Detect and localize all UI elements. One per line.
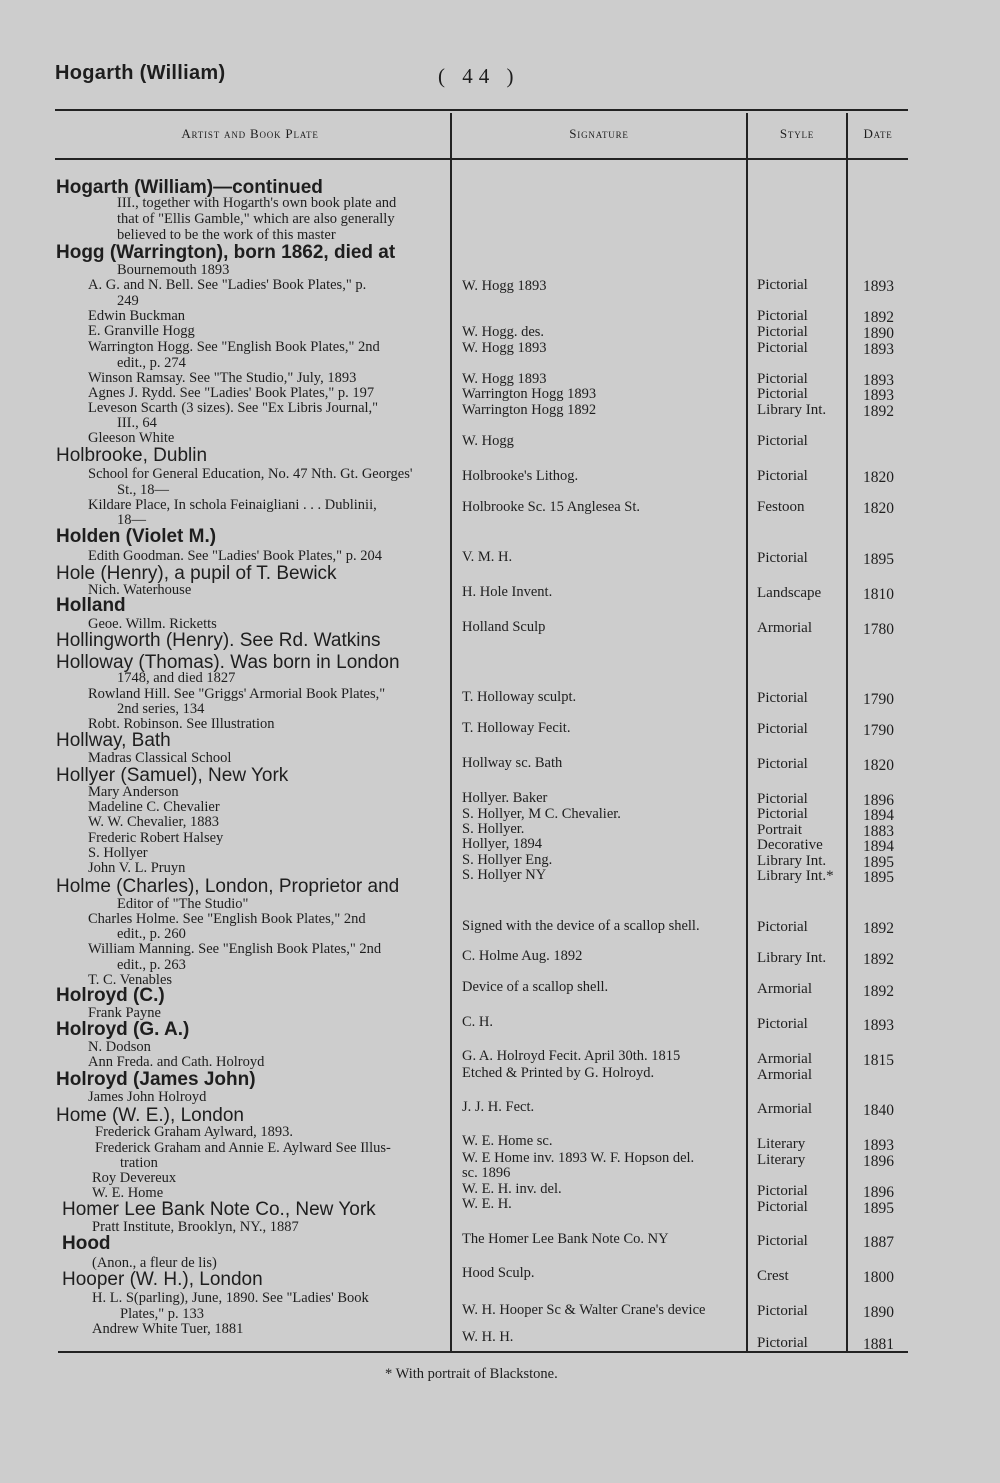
entry-line: 18— (117, 512, 146, 528)
signature-cell: C. H. (462, 1014, 494, 1030)
artist-heading: Holbrooke, Dublin (56, 445, 208, 466)
style-cell: Pictorial (757, 1199, 808, 1215)
top-rule (55, 109, 908, 111)
style-cell: Landscape (757, 585, 822, 601)
entry-line: Frederic Robert Halsey (88, 830, 224, 846)
entry-line: A. G. and N. Bell. See "Ladies' Book Plates," p. (88, 277, 367, 293)
style-cell: Pictorial (757, 308, 808, 324)
entry-line: 1748, and died 1827 (117, 670, 236, 686)
entry-line: W. E. Home (92, 1185, 164, 1201)
style-cell: Pictorial (757, 324, 808, 340)
style-cell: Literary (757, 1136, 806, 1152)
signature-cell: C. Holme Aug. 1892 (462, 948, 583, 964)
artist-heading: Holme (Charles), London, Proprietor and (56, 876, 400, 897)
column-divider-2 (746, 113, 748, 1351)
artist-heading: Holloway (Thomas). Was born in London (56, 652, 400, 673)
column-header-date: Date (863, 126, 893, 141)
style-cell: Pictorial (757, 919, 808, 935)
entry-line: Frederick Graham and Annie E. Aylward See Illus- (95, 1140, 391, 1156)
signature-cell: Hood Sculp. (462, 1265, 535, 1281)
entry-line: Ann Freda. and Cath. Holroyd (88, 1054, 265, 1070)
entry-line: E. Granville Hogg (88, 323, 195, 339)
artist-heading: Holland (56, 595, 126, 616)
signature-cell: W. Hogg 1893 (462, 371, 547, 387)
entry-line: James John Holroyd (88, 1089, 207, 1105)
signature-cell: Device of a scallop shell. (462, 979, 609, 995)
style-cell: Library Int. (757, 950, 827, 966)
entry-line: Winson Ramsay. See "The Studio," July, 1893 (88, 370, 357, 386)
entry-line: Gleeson White (88, 430, 175, 446)
signature-cell: T. Holloway sculpt. (462, 689, 577, 705)
entry-line: T. C. Venables (88, 972, 173, 988)
date-cell: 1883 (863, 823, 894, 840)
entry-line: Leveson Scarth (3 sizes). See "Ex Libris Journal," (88, 400, 379, 416)
date-cell: 1896 (863, 1184, 894, 1201)
date-cell: 1892 (863, 920, 894, 937)
entry-line: III., together with Hogarth's own book plate and (117, 195, 397, 211)
entry-line: Warrington Hogg. See "English Book Plates," 2nd (88, 339, 380, 355)
entry-line: Frank Payne (88, 1005, 161, 1021)
signature-cell: The Homer Lee Bank Note Co. NY (462, 1231, 669, 1247)
artist-heading: Holroyd (C.) (56, 985, 165, 1006)
entry-line: John V. L. Pruyn (88, 860, 186, 876)
date-cell: 1840 (863, 1102, 894, 1119)
entry-line: N. Dodson (88, 1039, 151, 1055)
entry-line: Geoe. Willm. Ricketts (88, 616, 217, 632)
signature-cell: Hollyer. Baker (462, 790, 548, 806)
style-cell: Pictorial (757, 1233, 808, 1249)
date-cell: 1894 (863, 807, 894, 824)
date-cell: 1896 (863, 792, 894, 809)
style-cell: Armorial (757, 1101, 812, 1117)
signature-cell: W. Hogg (462, 433, 514, 449)
date-cell: 1893 (863, 387, 894, 404)
date-cell: 1890 (863, 1304, 894, 1321)
artist-heading: Holden (Violet M.) (56, 526, 217, 547)
entry-line: 249 (117, 293, 139, 309)
style-cell: Literary (757, 1152, 806, 1168)
signature-cell: Holbrooke's Lithog. (462, 468, 579, 484)
signature-cell: W. E. Home sc. (462, 1133, 553, 1149)
style-cell: Armorial (757, 981, 812, 997)
artist-heading: Hogg (Warrington), born 1862, died at (56, 242, 396, 263)
signature-cell: Holbrooke Sc. 15 Anglesea St. (462, 499, 641, 515)
artist-heading: Holroyd (James John) (56, 1069, 256, 1090)
date-cell: 1893 (863, 372, 894, 389)
entry-line: Editor of "The Studio" (117, 896, 249, 912)
signature-cell: W. E. H. (462, 1196, 512, 1212)
entry-line: III., 64 (117, 415, 157, 431)
column-header-style: Style (779, 126, 815, 141)
header-bottom-rule (55, 158, 908, 160)
signature-cell: V. M. H. (462, 549, 513, 565)
date-cell: 1895 (863, 869, 894, 886)
date-cell: 1790 (863, 722, 894, 739)
date-cell: 1800 (863, 1269, 894, 1286)
artist-heading: Hooper (W. H.), London (62, 1269, 263, 1290)
column-header-signature: Signature (569, 126, 629, 141)
entry-line: Nich. Waterhouse (88, 582, 192, 598)
signature-cell: Holland Sculp (462, 619, 546, 635)
style-cell: Pictorial (757, 340, 808, 356)
entry-line: William Manning. See "English Book Plates," 2nd (88, 941, 382, 957)
signature-cell: W. Hogg 1893 (462, 278, 547, 294)
date-cell: 1820 (863, 500, 894, 517)
signature-cell: sc. 1896 (462, 1165, 511, 1181)
signature-cell: S. Hollyer Eng. (462, 852, 553, 868)
signature-cell: Warrington Hogg 1893 (462, 386, 597, 402)
date-cell: 1887 (863, 1234, 894, 1251)
signature-cell: T. Holloway Fecit. (462, 720, 571, 736)
style-cell: Pictorial (757, 791, 808, 807)
entry-line: Pratt Institute, Brooklyn, NY., 1887 (92, 1219, 299, 1235)
signature-cell: H. Hole Invent. (462, 584, 553, 600)
entry-line: Bournemouth 1893 (117, 262, 230, 278)
date-cell: 1895 (863, 1200, 894, 1217)
entry-line: H. L. S(parling), June, 1890. See "Ladies' Book (92, 1290, 369, 1306)
style-cell: Pictorial (757, 1335, 808, 1351)
artist-heading: Home (W. E.), London (56, 1105, 244, 1126)
style-cell: Pictorial (757, 1016, 808, 1032)
signature-cell: Warrington Hogg 1892 (462, 402, 597, 418)
page-number: ( 44 ) (438, 64, 520, 88)
date-cell: 1810 (863, 586, 894, 603)
entry-line: Charles Holme. See "English Book Plates," 2nd (88, 911, 366, 927)
style-cell: Pictorial (757, 468, 808, 484)
style-cell: Library Int. (757, 853, 827, 869)
signature-cell: Hollway sc. Bath (462, 755, 563, 771)
entry-line: that of "Ellis Gamble," which are also generally (117, 211, 395, 227)
style-cell: Pictorial (757, 371, 808, 387)
entry-line: Rowland Hill. See "Griggs' Armorial Book Plates," (88, 686, 386, 702)
signature-cell: G. A. Holroyd Fecit. April 30th. 1815 (462, 1048, 681, 1064)
date-cell: 1881 (863, 1336, 894, 1353)
entry-line: Frederick Graham Aylward, 1893. (95, 1124, 293, 1140)
signature-cell: Etched & Printed by G. Holroyd. (462, 1065, 655, 1081)
entry-line: 2nd series, 134 (117, 701, 205, 717)
date-cell: 1890 (863, 325, 894, 342)
entry-line: S. Hollyer (88, 845, 148, 861)
entry-line: tration (120, 1155, 158, 1171)
signature-cell: J. J. H. Fect. (462, 1099, 535, 1115)
style-cell: Festoon (757, 499, 805, 515)
entry-line: Edith Goodman. See "Ladies' Book Plates," p. 204 (88, 548, 382, 564)
date-cell: 1892 (863, 951, 894, 968)
style-cell: Pictorial (757, 690, 808, 706)
signature-cell: Hollyer, 1894 (462, 836, 542, 852)
style-cell: Pictorial (757, 433, 808, 449)
artist-heading: Hogarth (William)—continued (56, 177, 323, 198)
date-cell: 1780 (863, 621, 894, 638)
style-cell: Pictorial (757, 1183, 808, 1199)
signature-cell: S. Hollyer. (462, 821, 525, 837)
signature-cell: W. H. H. (462, 1329, 514, 1345)
artist-heading: Homer Lee Bank Note Co., New York (62, 1199, 376, 1220)
date-cell: 1893 (863, 341, 894, 358)
entry-line: Kildare Place, In schola Feinaigliani . . . Dublinii, (88, 497, 377, 513)
entry-line: W. W. Chevalier, 1883 (88, 814, 219, 830)
signature-cell: W. E Home inv. 1893 W. F. Hopson del. (462, 1150, 695, 1166)
signature-cell: W. E. H. inv. del. (462, 1181, 562, 1197)
bottom-rule (58, 1351, 908, 1353)
style-cell: Pictorial (757, 386, 808, 402)
entry-line: Madeline C. Chevalier (88, 799, 220, 815)
style-cell: Pictorial (757, 1303, 808, 1319)
entry-line: edit., p. 263 (117, 957, 186, 973)
style-cell: Armorial (757, 1067, 812, 1083)
signature-cell: S. Hollyer NY (462, 867, 547, 883)
entry-line: Andrew White Tuer, 1881 (92, 1321, 244, 1337)
style-cell: Pictorial (757, 550, 808, 566)
style-cell: Pictorial (757, 806, 808, 822)
entry-line: Robt. Robinson. See Illustration (88, 716, 275, 732)
date-cell: 1790 (863, 691, 894, 708)
style-cell: Armorial (757, 620, 812, 636)
date-cell: 1893 (863, 278, 894, 295)
column-divider-1 (450, 113, 452, 1351)
signature-cell: W. H. Hooper Sc & Walter Crane's device (462, 1302, 706, 1318)
style-cell: Pictorial (757, 756, 808, 772)
date-cell: 1894 (863, 838, 894, 855)
date-cell: 1820 (863, 757, 894, 774)
style-cell: Pictorial (757, 277, 808, 293)
signature-cell: W. Hogg 1893 (462, 340, 547, 356)
date-cell: 1895 (863, 551, 894, 568)
artist-heading: Hole (Henry), a pupil of T. Bewick (56, 563, 337, 584)
style-cell: Library Int.* (757, 868, 834, 884)
artist-heading: Hollingworth (Henry). See Rd. Watkins (56, 630, 381, 651)
date-cell: 1893 (863, 1137, 894, 1154)
date-cell: 1892 (863, 309, 894, 326)
date-cell: 1892 (863, 983, 894, 1000)
entry-line: Madras Classical School (88, 750, 232, 766)
footnote: * With portrait of Blackstone. (385, 1366, 558, 1382)
artist-heading: Hollyer (Samuel), New York (56, 765, 289, 786)
entry-line: believed to be the work of this master (117, 227, 336, 243)
entry-line: St., 18— (117, 482, 169, 498)
entry-line: Mary Anderson (88, 784, 179, 800)
date-cell: 1896 (863, 1153, 894, 1170)
entry-line: Plates," p. 133 (120, 1306, 205, 1322)
date-cell: 1892 (863, 403, 894, 420)
entry-line: School for General Education, No. 47 Nth. Gt. Georges' (88, 466, 413, 482)
running-head-title: Hogarth (William) (55, 62, 226, 84)
style-cell: Library Int. (757, 402, 827, 418)
date-cell: 1815 (863, 1052, 894, 1069)
style-cell: Crest (757, 1268, 789, 1284)
style-cell: Armorial (757, 1051, 812, 1067)
entry-line: (Anon., a fleur de lis) (92, 1255, 217, 1271)
style-cell: Pictorial (757, 721, 808, 737)
signature-cell: W. Hogg. des. (462, 324, 545, 340)
column-header-artist: Artist and Book Plate (181, 126, 319, 141)
signature-cell: Signed with the device of a scallop shell. (462, 918, 700, 934)
entry-line: Edwin Buckman (88, 308, 186, 324)
date-cell: 1893 (863, 1017, 894, 1034)
column-divider-3 (846, 113, 848, 1351)
date-cell: 1820 (863, 469, 894, 486)
entry-line: edit., p. 274 (117, 355, 186, 371)
signature-cell: S. Hollyer, M C. Chevalier. (462, 806, 621, 822)
entry-line: edit., p. 260 (117, 926, 186, 942)
date-cell: 1895 (863, 854, 894, 871)
style-cell: Decorative (757, 837, 823, 853)
artist-heading: Holroyd (G. A.) (56, 1019, 190, 1040)
entry-line: Agnes J. Rydd. See "Ladies' Book Plates," p. 197 (88, 385, 375, 401)
artist-heading: Hollway, Bath (56, 730, 171, 751)
entry-line: Roy Devereux (92, 1170, 177, 1186)
artist-heading: Hood (62, 1233, 111, 1254)
style-cell: Portrait (757, 822, 802, 838)
